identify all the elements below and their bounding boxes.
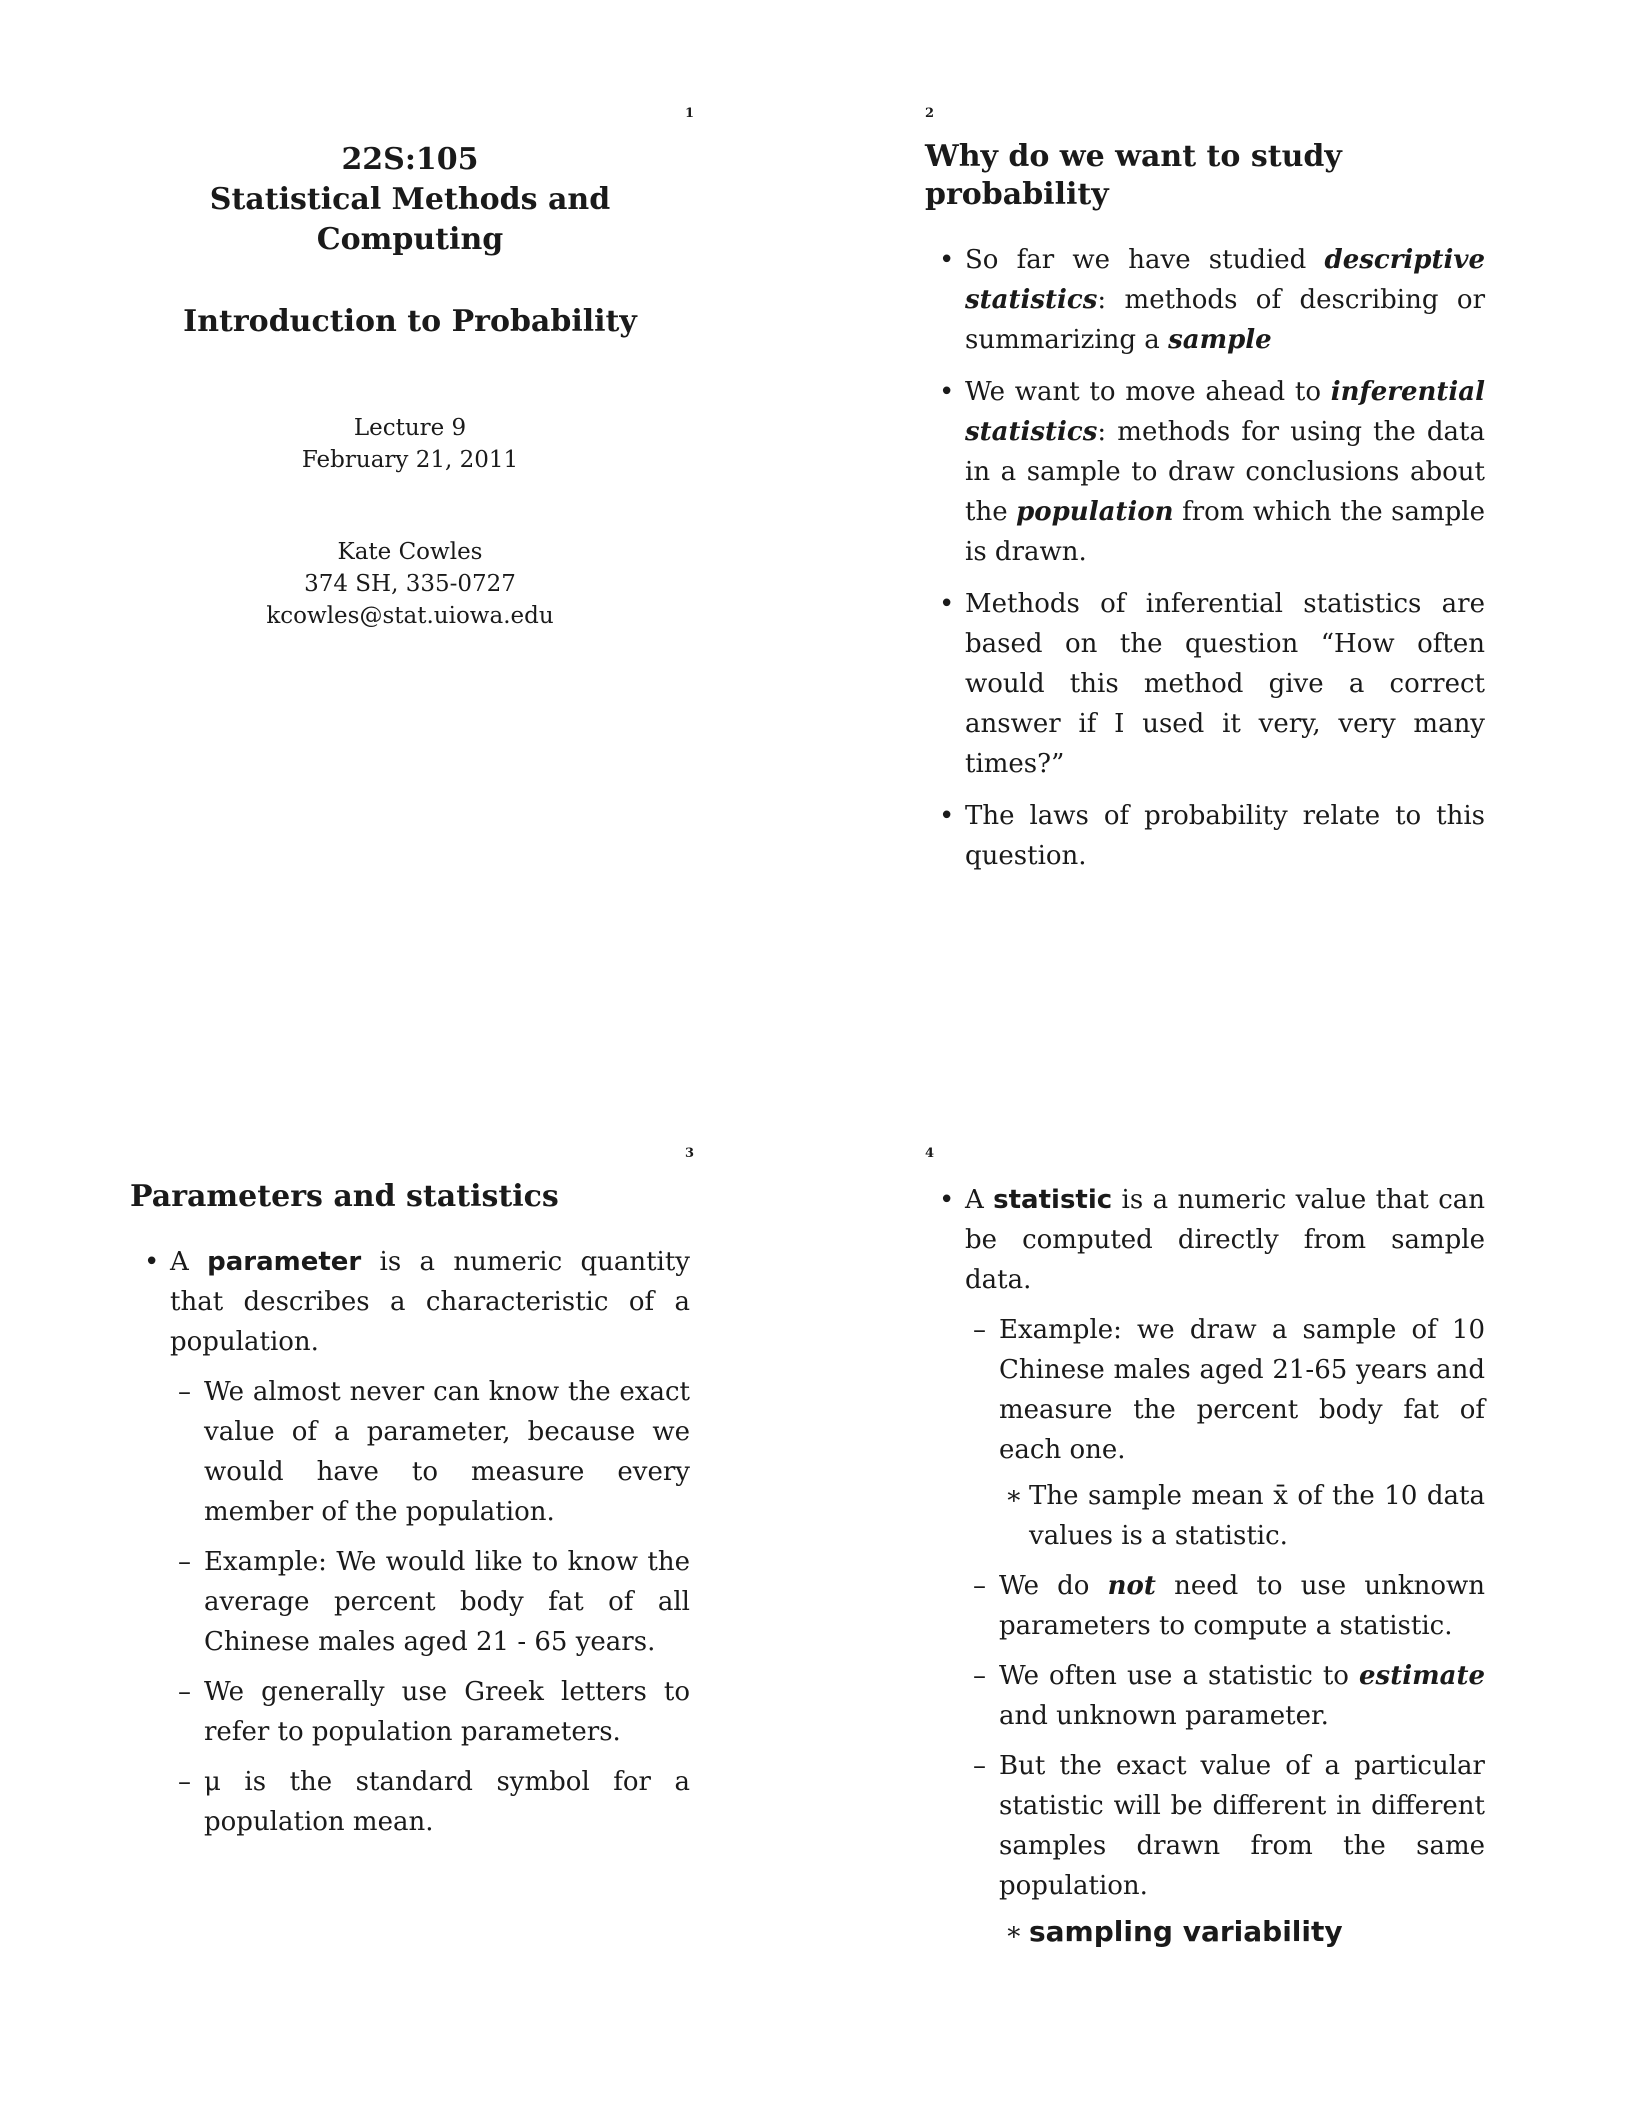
bullet-item: • Methods of inferential statistics are based on the question “How often would this method give a correct answer if I used it very, very many times?”: [925, 584, 1485, 784]
sub-item: – But the exact value of a particular statistic will be different in different samples drawn from the same population. ∗ sampling variability: [965, 1746, 1485, 1953]
author-name: Kate Cowles: [337, 539, 483, 565]
course-name-line-1: Statistical Methods and: [209, 182, 611, 217]
page-number: 4: [925, 1146, 935, 1161]
sub-item: – Example: we draw a sample of 10 Chinese males aged 21-65 years and measure the percent body fat of each one. ∗ The sample mean x̄ of the 10 data values is a statistic.: [965, 1310, 1485, 1556]
slide-1: [130, 100, 695, 632]
bullet-item: • So far we have studied descriptive statistics: methods of describing or summarizing a sample: [925, 240, 1485, 360]
page-number: 3: [685, 1146, 695, 1161]
sub-item: – We almost never can know the exact value of a parameter, because we would have to measure every member of the population.: [170, 1372, 690, 1532]
lecture-date: February 21, 2011: [301, 447, 519, 473]
sub-item: – Example: We would like to know the average percent body fat of all Chinese males aged 21 - 65 years.: [170, 1542, 690, 1662]
bullet-item: • The laws of probability relate to this question.: [925, 796, 1485, 876]
bullet-item: • A statistic is a numeric value that can be computed directly from sample data. – Example: we draw a sample of 10 Chinese males aged 21-65 years and measure the percent body fat of each one. ∗ The sample mean x̄ of the 10 data values is a statistic. – We do not need to use unknown parameters to compute a statistic. – We often use a statistic to estimate and unknown parameter. – But the exact value of a particular statistic will be different in different samples drawn from the same population. ∗ sampling variability: [925, 1180, 1485, 1953]
slide-2: [925, 100, 1485, 876]
sub-item: – We often use a statistic to estimate and unknown parameter.: [965, 1656, 1485, 1736]
sub-item: – μ is the standard symbol for a population mean.: [170, 1762, 690, 1842]
course-name-line-2: Computing: [316, 222, 504, 257]
sub-item: – We do not need to use unknown parameters to compute a statistic.: [965, 1566, 1485, 1646]
lecture-number: Lecture 9: [353, 415, 467, 441]
bullet-item: • A parameter is a numeric quantity that describes a characteristic of a population. – We almost never can know the exact value of a parameter, because we would have to measure every member of the population. – Example: We would like to know the average percent body fat of all Chinese males aged 21 - 65 years. – We generally use Greek letters to refer to population parameters. – μ is the standard symbol for a population mean.: [130, 1242, 690, 1842]
sub-sub-item: ∗ The sample mean x̄ of the 10 data values is a statistic.: [999, 1476, 1485, 1556]
slide-title: Why do we want to study probability: [925, 139, 1342, 212]
slide-title: Parameters and statistics: [130, 1179, 559, 1214]
course-code: 22S:105: [341, 142, 479, 177]
sub-sub-item: ∗ sampling variability: [999, 1912, 1485, 1953]
lecture-subtitle: Introduction to Probability: [183, 304, 637, 339]
author-email: kcowles@stat.uiowa.edu: [266, 603, 554, 629]
slide-3: [130, 1140, 695, 1842]
sub-item: – We generally use Greek letters to refer to population parameters.: [170, 1672, 690, 1752]
page-number: 1: [685, 106, 695, 121]
author-office: 374 SH, 335-0727: [304, 571, 516, 597]
slide-4: [925, 1140, 1485, 1953]
page-number: 2: [925, 106, 935, 121]
bullet-item: • We want to move ahead to inferential statistics: methods for using the data in a sample to draw conclusions about the population from which the sample is drawn.: [925, 372, 1485, 572]
